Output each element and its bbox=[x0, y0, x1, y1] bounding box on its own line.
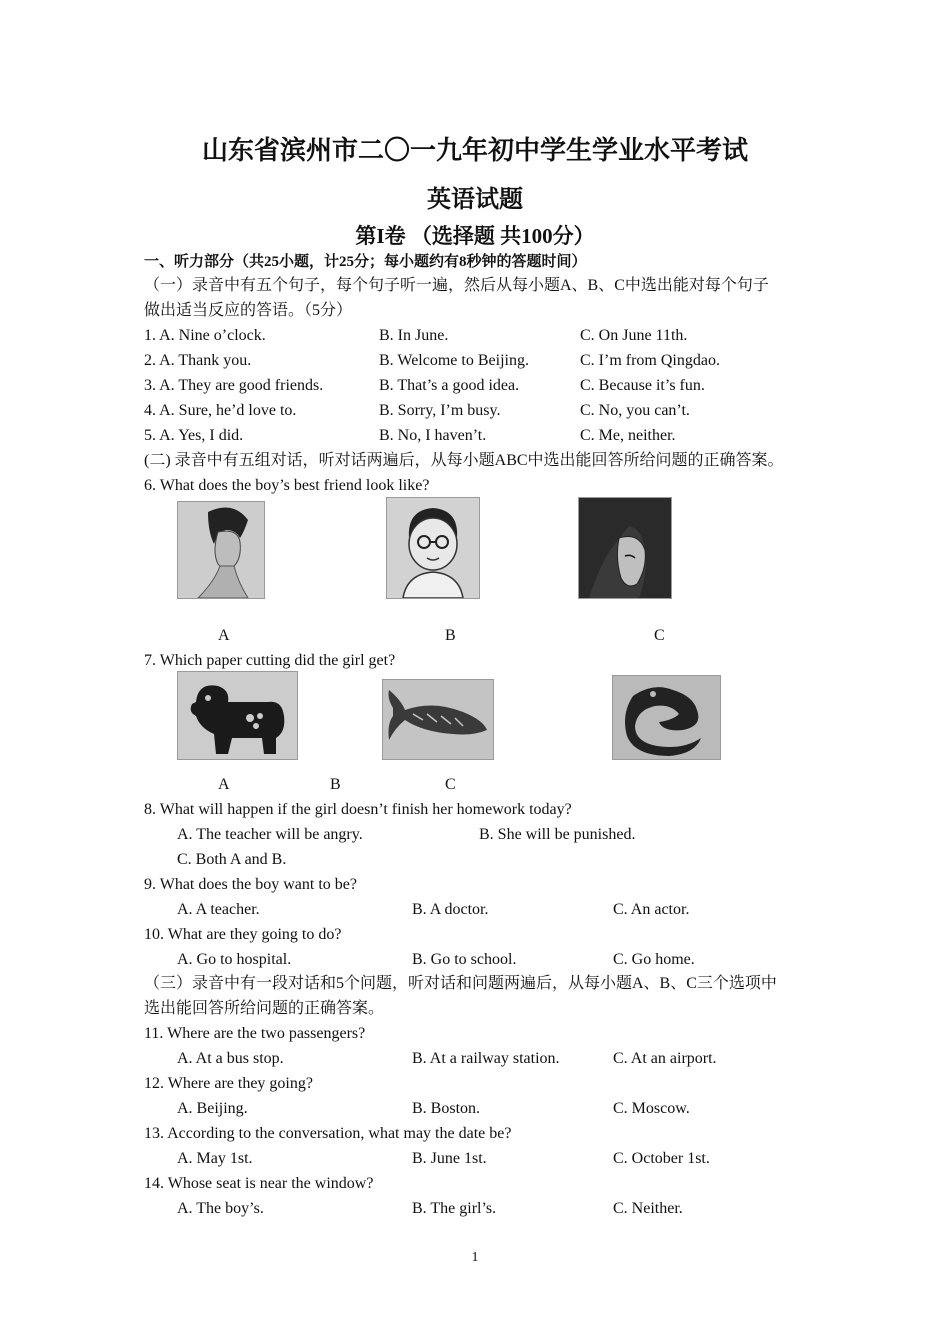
long-hair-girl-image bbox=[578, 497, 672, 599]
q14-question: 14. Whose seat is near the window? bbox=[144, 1175, 374, 1192]
q9-question: 9. What does the boy want to be? bbox=[144, 876, 357, 893]
q12-question: 12. Where are they going? bbox=[144, 1075, 313, 1092]
q1-option-c: C. On June 11th. bbox=[580, 327, 688, 344]
q5-option-c: C. Me, neither. bbox=[580, 427, 676, 444]
q14-option-a: A. The boy’s. bbox=[177, 1200, 264, 1217]
q9-option-b: B. A doctor. bbox=[412, 901, 489, 918]
q10-option-b: B. Go to school. bbox=[412, 951, 517, 968]
q1-option-b: B. In June. bbox=[379, 327, 449, 344]
boy-with-glasses-image bbox=[386, 497, 480, 599]
part1-instruction-line2: 做出适当反应的答语。（5分） bbox=[144, 302, 353, 319]
q3-option-b: B. That’s a good idea. bbox=[379, 377, 520, 394]
exam-title: 山东省滨州市二〇一九年初中学生学业水平考试 bbox=[201, 136, 748, 165]
q4-option-a: 4. A. Sure, he’d love to. bbox=[144, 402, 297, 419]
q4-option-c: C. No, you can’t. bbox=[580, 402, 690, 419]
q7-label-b: B bbox=[330, 776, 341, 793]
q11-option-c: C. At an airport. bbox=[613, 1050, 717, 1067]
q13-option-c: C. October 1st. bbox=[613, 1150, 710, 1167]
q7-question: 7. Which paper cutting did the girl get? bbox=[144, 652, 396, 669]
q10-option-a: A. Go to hospital. bbox=[177, 951, 292, 968]
fish-paper-cutting-image bbox=[382, 679, 494, 760]
q8-option-c: C. Both A and B. bbox=[177, 851, 287, 868]
dog-paper-cutting-image bbox=[177, 671, 298, 760]
q11-question: 11. Where are the two passengers? bbox=[144, 1025, 366, 1042]
q11-option-a: A. At a bus stop. bbox=[177, 1050, 284, 1067]
q5-option-a: 5. A. Yes, I did. bbox=[144, 427, 244, 444]
part1-instruction-line1: （一）录音中有五个句子，每个句子听一遍，然后从每小题A、B、C中选出能对每个句子 bbox=[144, 277, 769, 294]
q12-option-b: B. Boston. bbox=[412, 1100, 481, 1117]
q8-option-a: A. The teacher will be angry. bbox=[177, 826, 363, 843]
q9-option-c: C. An actor. bbox=[613, 901, 690, 918]
q12-option-c: C. Moscow. bbox=[613, 1100, 690, 1117]
q2-option-b: B. Welcome to Beijing. bbox=[379, 352, 529, 369]
page-number: 1 bbox=[471, 1250, 479, 1265]
q1-option-a: 1. A. Nine o’clock. bbox=[144, 327, 266, 344]
q6-label-a: A bbox=[218, 627, 230, 644]
q3-option-c: C. Because it’s fun. bbox=[580, 377, 705, 394]
q12-option-a: A. Beijing. bbox=[177, 1100, 248, 1117]
volume-heading: 第I卷 （选择题 共100分） bbox=[355, 224, 595, 248]
part2-instruction: (二) 录音中有五组对话，听对话两遍后，从每小题ABC中选出能回答所给问题的正确答案。 bbox=[144, 452, 784, 469]
exam-subtitle: 英语试题 bbox=[427, 187, 523, 213]
q3-option-a: 3. A. They are good friends. bbox=[144, 377, 324, 394]
q10-option-c: C. Go home. bbox=[613, 951, 695, 968]
q7-label-c: C bbox=[445, 776, 456, 793]
q7-label-a: A bbox=[218, 776, 230, 793]
dragon-paper-cutting-image bbox=[612, 675, 721, 760]
q6-label-b: B bbox=[445, 627, 456, 644]
part3-instruction-line2: 选出能回答所给问题的正确答案。 bbox=[144, 1000, 385, 1017]
q13-question: 13. According to the conversation, what may the date be? bbox=[144, 1125, 512, 1142]
q2-option-c: C. I’m from Qingdao. bbox=[580, 352, 720, 369]
q9-option-a: A. A teacher. bbox=[177, 901, 260, 918]
q6-label-c: C bbox=[654, 627, 665, 644]
part3-instruction-line1: （三）录音中有一段对话和5个问题，听对话和问题两遍后，从每小题A、B、C三个选项中 bbox=[144, 975, 777, 992]
q14-option-b: B. The girl’s. bbox=[412, 1200, 497, 1217]
q10-question: 10. What are they going to do? bbox=[144, 926, 342, 943]
q8-option-b: B. She will be punished. bbox=[479, 826, 636, 843]
q2-option-a: 2. A. Thank you. bbox=[144, 352, 252, 369]
q6-question: 6. What does the boy’s best friend look like? bbox=[144, 477, 430, 494]
q14-option-c: C. Neither. bbox=[613, 1200, 683, 1217]
q8-question: 8. What will happen if the girl doesn’t finish her homework today? bbox=[144, 801, 572, 818]
q13-option-a: A. May 1st. bbox=[177, 1150, 253, 1167]
q13-option-b: B. June 1st. bbox=[412, 1150, 487, 1167]
q5-option-b: B. No, I haven’t. bbox=[379, 427, 487, 444]
section-heading: 一、听力部分（共25小题，计25分；每小题约有8秒钟的答题时间） bbox=[144, 254, 587, 270]
q11-option-b: B. At a railway station. bbox=[412, 1050, 560, 1067]
man-portrait-image bbox=[177, 501, 265, 599]
q4-option-b: B. Sorry, I’m busy. bbox=[379, 402, 501, 419]
